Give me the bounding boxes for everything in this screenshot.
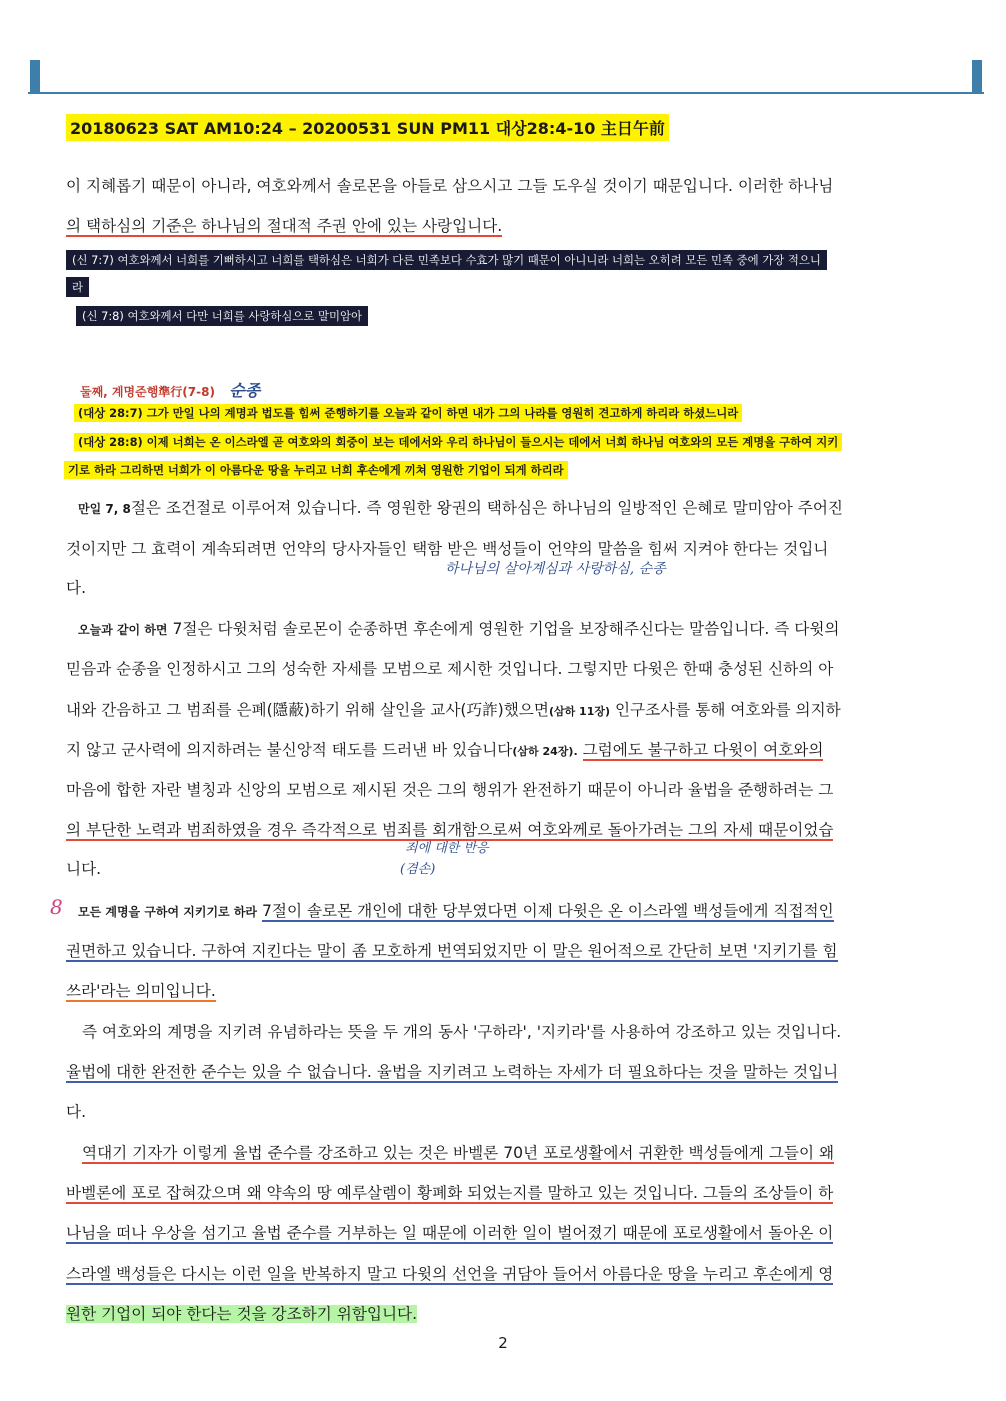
verse-box-line: (신 7:7) 여호와께서 너희를 기뻐하시고 너희를 택하심은 너희가 다른 민족보다 수효가 많기 때문이 아니니라 너희는 오히려 모든 민족 중에 가장 적으니 <box>66 250 827 270</box>
text-segment: 그럼에도 불구하고 다윗이 여호와의 <box>582 741 824 759</box>
text-segment: 니다. <box>66 860 102 878</box>
body-line <box>66 1221 833 1243</box>
handwritten-note: 순종 <box>229 381 261 400</box>
lead-phrase: 만일 7, 8 <box>78 502 131 516</box>
text-segment: 바벨론에 포로 잡혀갔으며 왜 약속의 땅 예루살렘이 황폐화 되었는지를 말하고 있는 것입니다. 그들의 조상들이 하 <box>66 1184 834 1202</box>
body-line <box>78 899 834 921</box>
body-line <box>78 617 839 639</box>
text-segment: 율법에 대한 완전한 준수는 있을 수 없습니다. 율법을 지키려고 노력하는 자세가 더 필요하다는 것을 말하는 것입니 <box>66 1063 839 1081</box>
text-segment: 믿음과 순종을 인정하시고 그의 성숙한 자세를 모범으로 제시한 것입니다. 그렇지만 다윗은 한때 충성된 신하의 아 <box>66 660 834 678</box>
body-line <box>66 174 833 196</box>
body-line <box>66 857 101 879</box>
text-segment: 지 않고 군사력에 의지하려는 불신앙적 태도를 드러낸 바 있습니다 <box>66 741 513 759</box>
scripture-ref: (삼하 11장) <box>548 705 611 718</box>
text-segment: 7절은 다윗처럼 솔로몬이 순종하면 후손에게 영원한 기업을 보장해주신다는 말씀입니다. 즉 다윗의 <box>172 620 840 638</box>
text-segment: 인구조사를 통해 여호와를 의지하 <box>614 701 841 719</box>
handwritten-note: 하나님의 살아계심과 사랑하심, 순종 <box>445 561 666 577</box>
body-line <box>66 1181 833 1203</box>
text-segment: 것이지만 그 효력이 계속되려면 언약의 당사자들인 택함 받은 백성들이 언약의 말씀을 힘써 지켜야 한다는 것입니 <box>66 540 829 558</box>
highlighted-verse: (대상 28:8) 이제 너희는 온 이스라엘 곧 여호와의 회중이 보는 데에서와 우리 하나님이 들으시는 데에서 너희 하나님 여호와의 모든 계명을 구하여 지키 <box>74 433 842 451</box>
body-line <box>66 657 833 679</box>
body-line <box>66 1060 838 1082</box>
body-line <box>82 1020 841 1042</box>
text-segment: 스라엘 백성들은 다시는 이런 일을 반복하지 말고 다윗의 선언을 귀담아 들어서 아름다운 땅을 누리고 후손에게 영 <box>66 1265 834 1283</box>
highlighted-verse: 기로 하라 그리하면 너희가 이 아름다운 땅을 누리고 너희 후손에게 끼쳐 영원한 기업이 되게 하리라 <box>64 461 568 479</box>
text-segment: 내와 간음하고 그 범죄를 은폐(隱蔽)하기 위해 살인을 교사(巧詐)했으면 <box>66 701 549 719</box>
handwritten-note: (겸손) <box>400 862 436 877</box>
header-rule <box>28 92 984 94</box>
body-line <box>66 537 828 559</box>
body-line <box>66 1100 86 1122</box>
body-line <box>66 939 838 961</box>
body-line <box>66 738 823 760</box>
date-header: 20180623 SAT AM10:24 – 20200531 SUN PM11 대상28:4-10 主日午前 <box>66 114 669 141</box>
section-title <box>80 378 260 401</box>
page-number: 2 <box>498 1334 508 1352</box>
section-title-text: 둘째, 계명준행準行(7-8) <box>80 385 215 399</box>
body-line <box>66 698 841 720</box>
text-segment: 나님을 떠나 우상을 섬기고 율법 준수를 거부하는 일 때문에 이러한 일이 벌어졌기 때문에 포로생활에서 돌아온 이 <box>66 1224 834 1242</box>
lead-phrase: 모든 계명을 구하여 지키기로 하라 <box>78 905 258 919</box>
verse-box-line: 라 <box>66 277 89 297</box>
body-line <box>66 1262 833 1284</box>
body-line <box>78 496 843 518</box>
body-line <box>66 576 86 598</box>
text-segment: 권면하고 있습니다. 구하여 지킨다는 말이 좀 모호하게 번역되었지만 이 말은 원어적으로 간단히 보면 '지키기를 힘 <box>66 942 838 960</box>
text-segment: 원한 기업이 되야 한다는 것을 강조하기 위함입니다. <box>66 1305 418 1323</box>
scripture-ref: (삼하 24장). <box>512 745 578 758</box>
body-line <box>66 979 216 1001</box>
text-segment: 7절이 솔로몬 개인에 대한 당부였다면 이제 다윗은 온 이스라엘 백성들에게 직접적인 <box>261 902 834 920</box>
margin-mark: 8 <box>50 895 63 919</box>
body-line <box>66 1302 417 1324</box>
body-line <box>82 1141 834 1163</box>
text-segment: 쓰라'라는 의미입니다. <box>66 982 216 1000</box>
text-segment: 역대기 기자가 이렇게 율법 준수를 강조하고 있는 것은 바벨론 70년 포로생활에서 귀환한 백성들에게 그들이 왜 <box>82 1144 835 1162</box>
text-segment: 다. <box>66 1103 87 1121</box>
verse-box-line: (신 7:8) 여호와께서 다만 너희를 사랑하심으로 말미암아 <box>76 306 368 326</box>
lead-phrase: 오늘과 같이 하면 <box>78 623 168 637</box>
text-segment: 이 지혜롭기 때문이 아니라, 여호와께서 솔로몬을 아들로 삼으시고 그들 도우실 것이기 때문입니다. 이러한 하나님 <box>66 177 834 195</box>
text-segment: 마음에 합한 자란 별칭과 신앙의 모범으로 제시된 것은 그의 행위가 완전하기 때문이 아니라 율법을 준행하려는 그 <box>66 781 834 799</box>
body-line <box>66 778 833 800</box>
text-segment: 다. <box>66 579 87 597</box>
highlighted-verse: (대상 28:7) 그가 만일 나의 계명과 법도를 힘써 준행하기를 오늘과 같이 하면 내가 그의 나라를 영원히 견고하게 하리라 하셨느니라 <box>74 404 742 422</box>
text-segment: 즉 여호와의 계명을 지키려 유념하라는 뜻을 두 개의 동사 '구하라', '지키라'를 사용하여 강조하고 있는 것입니다. <box>82 1023 842 1041</box>
text-segment: 의 부단한 노력과 범죄하였을 경우 즉각적으로 범죄를 회개함으로써 여호와께로 돌아가려는 그의 자세 때문이었습 <box>66 821 834 839</box>
text-segment: 의 택하심의 기준은 하나님의 절대적 주권 안에 있는 사랑입니다. <box>66 217 503 235</box>
handwritten-note: 죄에 대한 반응 <box>405 841 489 856</box>
text-segment: 절은 조건절로 이루어져 있습니다. 즉 영원한 왕권의 택하심은 하나님의 일방적인 은혜로 말미암아 주어진 <box>130 499 843 517</box>
header-left-tab <box>30 60 40 94</box>
header-right-tab <box>972 60 982 94</box>
body-line <box>66 214 502 236</box>
